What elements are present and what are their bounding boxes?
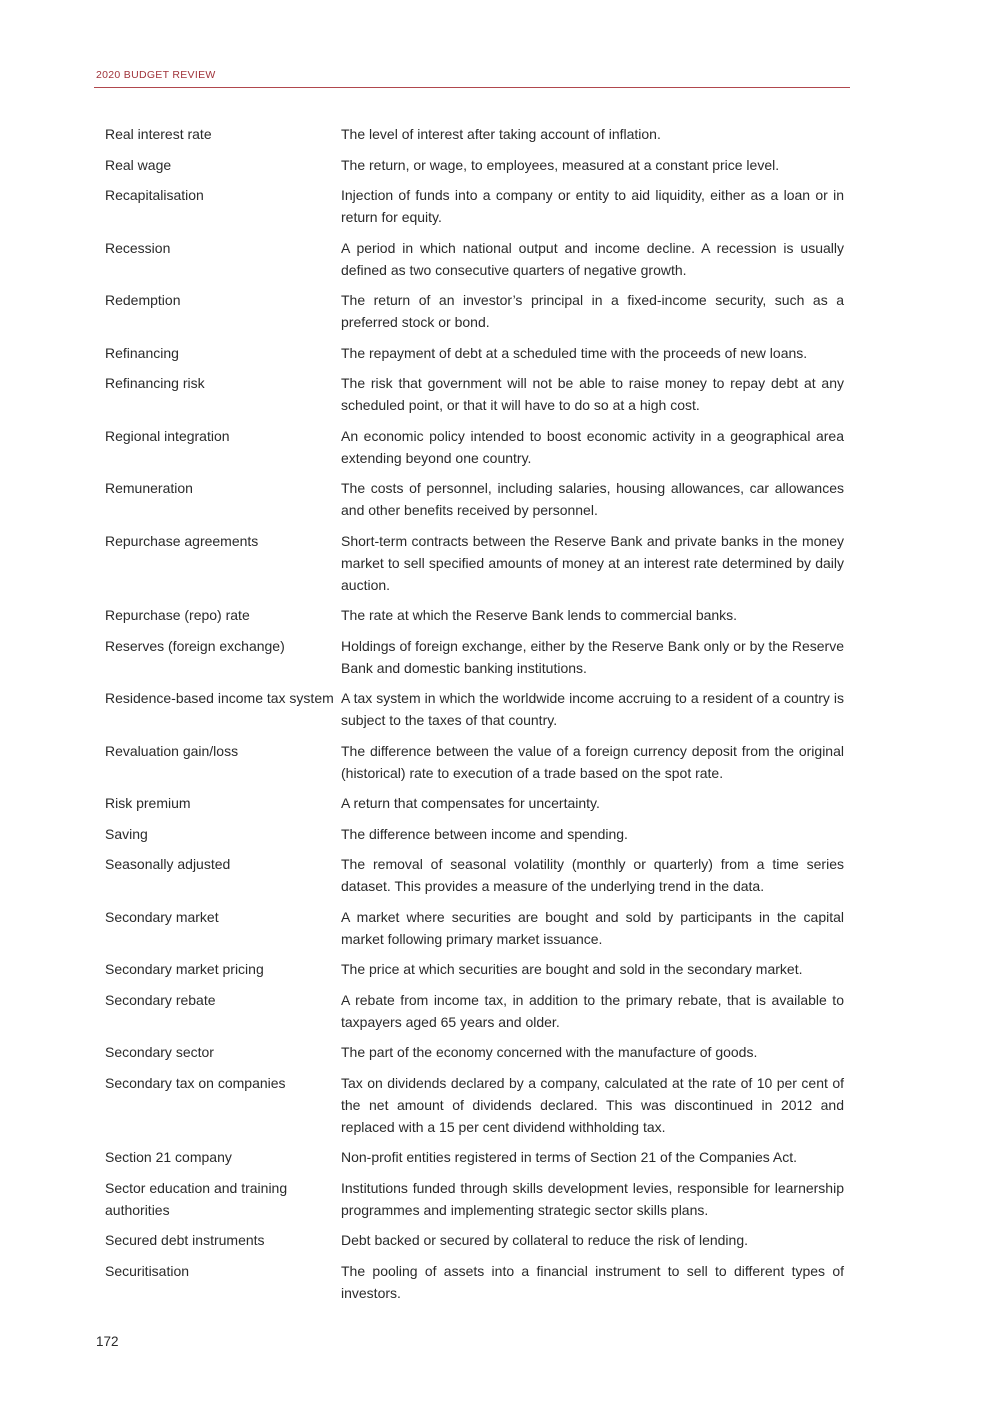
glossary-entry (105, 635, 845, 679)
glossary-entry (105, 530, 845, 596)
glossary-entry (105, 853, 845, 897)
glossary-definition: The level of interest after taking account of inflation. (341, 126, 661, 142)
glossary-definition: Institutions funded through skills development levies, responsible for learnership programmes and implementing strategic sector skills plans. (341, 1179, 844, 1218)
glossary-entry (105, 823, 845, 845)
glossary-entry (105, 425, 845, 469)
glossary-entry (105, 1146, 845, 1168)
glossary-term: Residence-based income tax system (105, 690, 334, 706)
glossary-entry (105, 372, 845, 416)
glossary-definition: A return that compensates for uncertainty. (341, 795, 600, 811)
glossary-entry (105, 1072, 845, 1138)
glossary-term: Secondary rebate (105, 991, 216, 1008)
glossary-entry (105, 477, 845, 521)
glossary-definition: Short-term contracts between the Reserve Bank and private banks in the money market to sell specified amounts of money at an interest rate determined by daily auction. (341, 532, 844, 593)
glossary-term: Reserves (foreign exchange) (105, 637, 285, 654)
glossary-definition: The part of the economy concerned with the manufacture of goods. (341, 1044, 758, 1060)
glossary-term: Real wage (105, 156, 172, 173)
glossary-term: Repurchase (repo) rate (105, 607, 250, 623)
page-number: 172 (96, 1334, 119, 1349)
glossary-definition: Tax on dividends declared by a company, calculated at the rate of 10 per cent of the net amount of dividends declared. This was discontinued in 2012 and replaced with a 15 per cent dividend withholding tax. (341, 1074, 844, 1135)
glossary-term: Secondary tax on companies (105, 1074, 286, 1091)
glossary-term: Regional integration (105, 427, 230, 444)
glossary-definition: The pooling of assets into a financial instrument to sell to different types of investors. (341, 1262, 844, 1301)
glossary-definition: A market where securities are bought and sold by participants in the capital market following primary market issuance. (341, 908, 844, 947)
glossary-definition: A period in which national output and income decline. A recession is usually defined as two consecutive quarters of negative growth. (341, 239, 844, 278)
glossary-entry (105, 740, 845, 784)
glossary-definition: The difference between income and spending. (341, 825, 628, 842)
glossary-term: Recapitalisation (105, 187, 204, 203)
glossary-term: Secured debt instruments (105, 1232, 265, 1248)
glossary-term: Securitisation (105, 1262, 190, 1279)
glossary-entry (105, 1177, 845, 1221)
glossary-term: Risk premium (105, 795, 191, 811)
glossary-definition: The return of an investor’s principal in a fixed-income security, such as a preferred stock or bond. (341, 292, 844, 330)
glossary-term: Seasonally adjusted (105, 856, 231, 872)
glossary-term: Remuneration (105, 480, 193, 496)
glossary-entry (105, 958, 845, 980)
glossary-term: Secondary market (105, 908, 219, 925)
glossary-entry (105, 123, 845, 145)
glossary-definition: The risk that government will not be able to raise money to repay debt at any scheduled point, or that it will have to do so at a high cost. (341, 375, 844, 413)
glossary-term: Section 21 company (105, 1149, 232, 1165)
glossary-term: Real interest rate (105, 126, 212, 142)
glossary-term: Refinancing risk (105, 375, 205, 391)
glossary-term: Repurchase agreements (105, 532, 259, 549)
glossary-entry (105, 792, 845, 814)
glossary-list (105, 123, 845, 1312)
glossary-definition: The price at which securities are bought and sold in the secondary market. (341, 961, 803, 977)
glossary-entry (105, 1041, 845, 1063)
glossary-entry (105, 1229, 845, 1251)
glossary-term: Saving (105, 825, 148, 842)
glossary-definition: Debt backed or secured by collateral to reduce the risk of lending. (341, 1232, 749, 1248)
glossary-term: Refinancing (105, 344, 179, 361)
glossary-definition: A rebate from income tax, in addition to the primary rebate, that is available to taxpayers aged 65 years and older. (341, 991, 844, 1030)
glossary-entry (105, 906, 845, 950)
glossary-definition: Holdings of foreign exchange, either by the Reserve Bank only or by the Reserve Bank and domestic banking institutions. (341, 637, 844, 676)
glossary-entry (105, 1260, 845, 1304)
glossary-entry (105, 289, 845, 333)
glossary-definition: An economic policy intended to boost economic activity in a geographical area extending beyond one country. (341, 427, 844, 466)
glossary-term: Recession (105, 239, 171, 256)
glossary-entry (105, 687, 845, 731)
glossary-entry (105, 154, 845, 176)
glossary-entry (105, 342, 845, 364)
glossary-term: Secondary market pricing (105, 961, 264, 977)
header-divider (94, 87, 850, 88)
glossary-term: Redemption (105, 292, 181, 308)
glossary-definition: The repayment of debt at a scheduled time with the proceeds of new loans. (341, 344, 808, 361)
glossary-term: Sector education and training authorities (105, 1179, 288, 1218)
glossary-definition: The costs of personnel, including salaries, housing allowances, car allowances and other benefits received by personnel. (341, 480, 844, 518)
glossary-definition: The difference between the value of a foreign currency deposit from the original (historical) rate to execution of a trade based on the spot rate. (341, 742, 844, 781)
glossary-definition: The rate at which the Reserve Bank lends to commercial banks. (341, 607, 738, 623)
glossary-definition: The removal of seasonal volatility (monthly or quarterly) from a time series dataset. This provides a measure of the underlying trend in the data. (341, 856, 844, 894)
running-header: 2020 BUDGET REVIEW (96, 69, 216, 81)
glossary-entry (105, 604, 845, 626)
glossary-term: Revaluation gain/loss (105, 742, 239, 759)
glossary-entry (105, 184, 845, 228)
glossary-term: Secondary sector (105, 1044, 214, 1060)
glossary-entry (105, 237, 845, 281)
glossary-definition: A tax system in which the worldwide income accruing to a resident of a country is subject to the taxes of that country. (341, 690, 844, 728)
glossary-entry (105, 989, 845, 1033)
glossary-definition: Non-profit entities registered in terms of Section 21 of the Companies Act. (341, 1149, 798, 1165)
glossary-definition: Injection of funds into a company or entity to aid liquidity, either as a loan or in return for equity. (341, 187, 844, 225)
glossary-definition: The return, or wage, to employees, measured at a constant price level. (341, 156, 780, 173)
